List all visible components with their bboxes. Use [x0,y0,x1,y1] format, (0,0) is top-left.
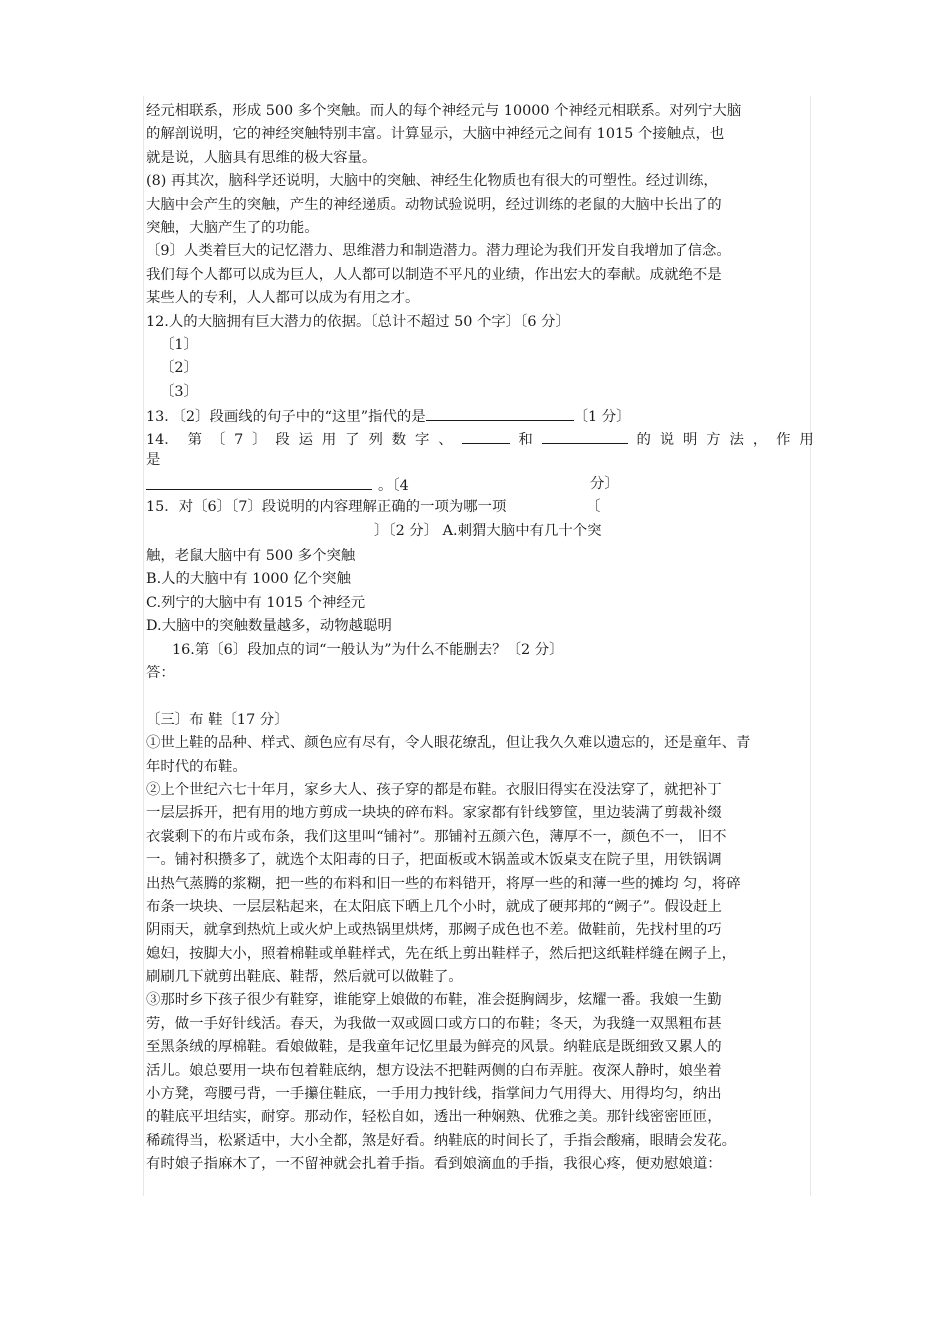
question-15-option-a-cont: 触，老鼠大脑中有 500 多个突触 [146,548,356,565]
question-14-word: 说 [659,432,675,449]
question-14-word: 列 [368,432,383,449]
paragraph-9-line: 〔9〕人类着巨大的记忆潜力、思维潜力和制造潜力。潜力理论为我们开发自我增加了信念。 [146,243,731,260]
question-15-line-2: 〕〔2 分〕 A.刺猬大脑中有几十个突 [374,522,602,539]
question-14-score-end: 分〕 [590,475,619,492]
paragraph-8-line: (8) 再其次，脑科学还说明，大脑中的突触、神经生化物质也有很大的可塑性。经过训练， [146,173,718,190]
section-3-paragraph-2-line: 阴雨天，就拿到热炕上或火炉上或热锅里烘烤，那阙子成色也不差。做鞋前，先找村里的巧 [146,922,722,939]
section-3-paragraph-2-line: 一。铺衬积攒多了，就选个太阳毒的日子，把面板或木锅盖或木饭桌支在院子里，用铁锅调 [146,852,722,869]
question-14-word: ， [752,432,768,449]
question-12: 12.人的大脑拥有巨大潜力的依据。〔总计不超过 50 个字〕〔6 分〕 [146,313,570,330]
question-14-word: 字 [414,432,430,449]
section-3-paragraph-3-line: ③那时乡下孩子很少有鞋穿，谁能穿上娘做的布鞋，准会挺胸阔步，炫耀一番。我娘一生勤 [146,992,722,1009]
paragraph-9-line: 某些人的专利，人人都可以成为有用之才。 [146,290,420,307]
paragraph-9-line: 我们每个人都可以成为巨人，人人都可以制造不平凡的业绩，作出宏大的奉献。成就绝不是 [146,266,722,283]
question-14-word: 明 [683,432,698,449]
document-body [146,100,814,1177]
question-14-score-start: 。〔4 [378,477,409,494]
question-15-option-c[interactable]: C.列宁的大脑中有 1015 个神经元 [146,594,366,611]
question-13 [146,404,814,427]
question-14-blank-3[interactable] [146,473,372,490]
section-3-paragraph-3-line: 小方凳，弯腰弓背，一手攥住鞋底，一手用力拽针线，指掌间力气用得大、用得均匀，纳出 [146,1086,722,1103]
paragraph-7-line: 经元相联系，形成 500 多个突触。而人的每个神经元与 10000 个神经元相联系。对列宁大脑 [146,103,742,119]
question-14-blank-1[interactable] [462,427,510,444]
section-3-paragraph-2-line: 一层层拆开，把有用的地方剪成一块块的碎布料。家家都有针线箩筐，里边装满了剪裁补缀 [146,805,722,822]
question-13-score: 〔1 分〕 [573,409,631,426]
question-14-line-3 [146,473,814,496]
question-12-answer-item[interactable]: 〔1〕 [160,336,198,353]
paragraph-7-line: 的解剖说明，它的神经突触特别丰富。计算显示，大脑中神经元之间有 1015 个接触点，也 [146,126,725,143]
question-15-text: 15．对〔6〕〔7〕段说明的内容理解正确的一项为哪一项 [146,499,507,516]
question-14-word: 〕 [252,432,267,449]
section-3-paragraph-3-line: 的鞋底平坦结实，耐穿。那动作，轻松自如，透出一种娴熟、优雅之美。那针线密密匝匝， [146,1109,722,1126]
section-3-paragraph-2-line: 衣裳剩下的布片或布条，我们这里叫“铺衬”。那铺衬五颜六色，薄厚不一，颜色不一， 旧不 [146,828,727,845]
paragraph-7-line: 就是说，人脑具有思维的极大容量。 [146,149,377,166]
question-15-line-1 [146,496,814,519]
paragraph-8-line: 大脑中会产生的突触，产生的神经递质。动物试验说明，经过训练的老鼠的大脑中长出了的 [146,196,722,213]
section-3-paragraph-2-line: ②上个世纪六七十年月，家乡大人、孩子穿的都是布鞋。衣服旧得实在没法穿了，就把补丁 [146,781,722,798]
section-3-paragraph-3-line: 至黑条绒的厚棉鞋。看娘做鞋，是我童年记忆里最为鲜亮的风景。纳鞋底是既细致又累人的 [146,1039,722,1056]
section-3-paragraph-3-line: 稀疏得当，松紧适中，大小全都，煞是好看。纳鞋底的时间长了，手指会酸痛，眼睛会发花。 [146,1132,737,1149]
question-16-answer-label[interactable]: 答： [146,664,175,681]
section-3-paragraph-2-line: 刷刷几下就剪出鞋底、鞋帮，然后就可以做鞋了。 [146,969,463,986]
question-14-word: 14． [146,432,179,449]
question-14-word: 〔 [210,432,226,449]
question-14-word: 方 [706,432,721,449]
section-3-paragraph-2-line: 出热气蒸腾的浆糊，把一些的布料和旧一些的布料错开，将厚一些的和薄一些的摊均 匀，将碎 [146,875,741,892]
question-15-bracket: 〔 [586,499,601,516]
question-14-line-1 [146,427,814,450]
question-12-answer-item[interactable]: 〔2〕 [160,360,198,377]
question-15-option-b[interactable]: B.人的大脑中有 1000 亿个突触 [146,571,351,588]
question-14-word: 用 [799,432,814,449]
question-14-word: 运 [298,432,314,449]
section-3-paragraph-2-line: 媳妇，按脚大小，照着棉鞋或单鞋样式，先在纸上剪出鞋样子，然后把这纸鞋样缝在阙子上， [146,945,737,962]
section-3-paragraph-1-line: 年时代的布鞋。 [146,758,247,775]
section-3-paragraph-3-line: 有时娘子指麻木了，一不留神就会扎着手指。看到娘滴血的手指，我很心疼，便劝慰娘道： [146,1156,722,1173]
section-3-paragraph-2-line: 布条一块块、一层层粘起来，在太阳底下晒上几个小时，就成了硬邦邦的“阙子”。假设赶上 [146,898,722,915]
question-15-option-d[interactable]: D.大脑中的突触数量越多，动物越聪明 [146,618,392,635]
question-14-word: 段 [275,432,290,449]
question-14-word: 用 [321,432,337,449]
question-13-answer-blank[interactable] [426,404,574,421]
question-14-word: 数 [391,432,407,449]
question-14-word: 的 [636,432,651,449]
question-14-word: 第 [187,432,202,449]
section-3-paragraph-3-line: 劳，做一手好针线活。春天，为我做一双或圆口或方口的布鞋；冬天，为我缝一双黑粗布甚 [146,1015,722,1032]
section-spacer [146,685,814,708]
question-16: 16.第〔6〕段加点的词“一般认为”为什么不能删去？〔2 分〕 [172,641,564,658]
question-12-answer-item[interactable]: 〔3〕 [160,383,198,400]
question-14-word: 法 [729,432,744,449]
section-3-title: 〔三〕布 鞋〔17 分〕 [146,711,289,728]
question-14-blank-2[interactable] [542,427,628,444]
section-3-paragraph-1-line: ①世上鞋的品种、样式、颜色应有尽有，令人眼花缭乱，但让我久久难以遗忘的，还是童年、青 [146,735,751,752]
question-14-line-2: 是 [146,451,161,468]
section-3-paragraph-3-line: 活儿。娘总要用一块布包着鞋底纳，想方设法不把鞋两侧的白布弄脏。夜深人静时，娘坐着 [146,1062,722,1079]
left-margin-line [143,96,144,1196]
question-13-text: 13．〔2〕段画线的句子中的“这里”指代的是 [146,409,426,426]
question-14-word: 7 [234,432,244,449]
paragraph-8-line: 突触，大脑产生了的功能。 [146,219,319,236]
question-14-word: 、 [438,432,453,449]
question-14-word: 和 [518,432,533,449]
question-14-word: 作 [776,432,791,449]
question-14-word: 了 [345,432,360,449]
